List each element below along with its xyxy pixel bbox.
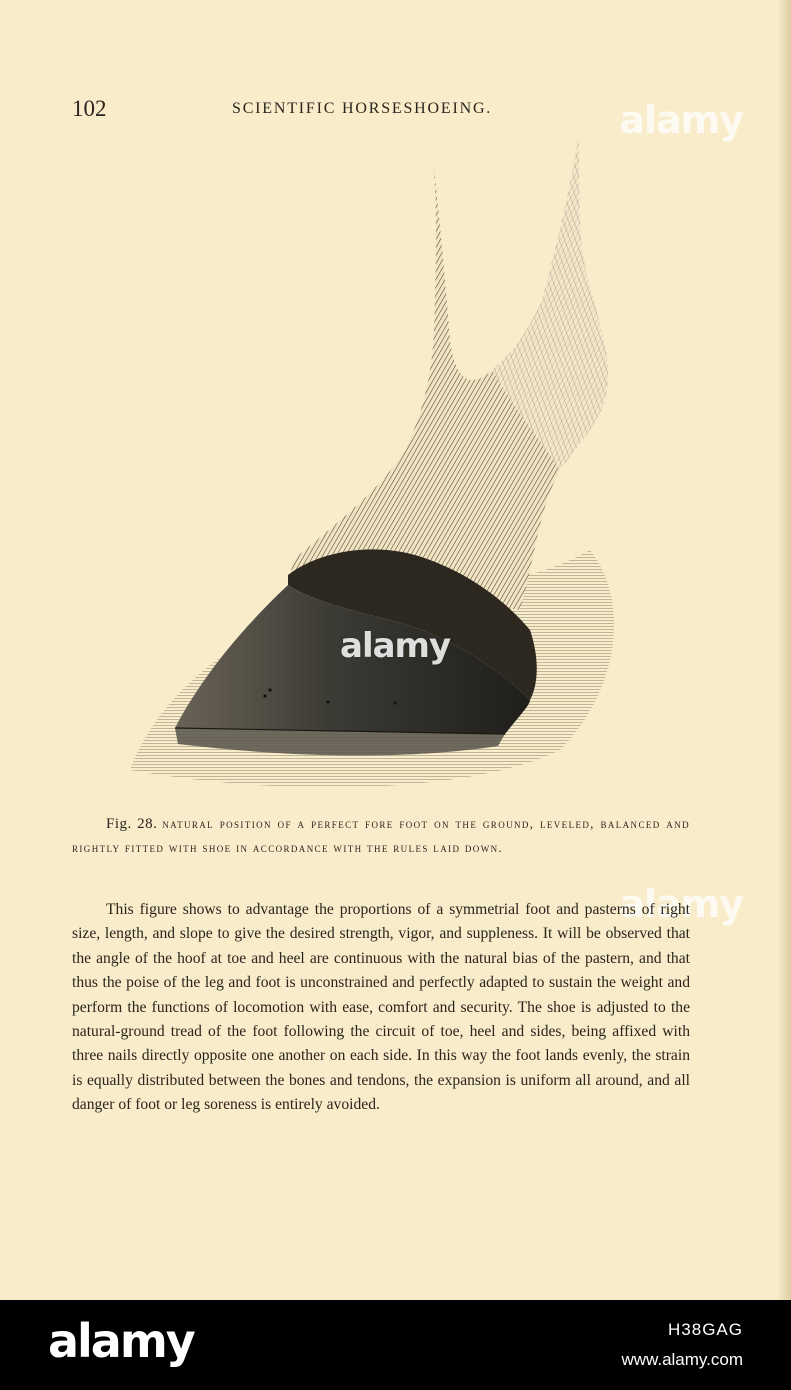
hoof-engraving-icon: [120, 130, 640, 800]
watermark-center: alamy: [340, 626, 451, 666]
hoof-illustration: [120, 130, 640, 800]
image-id: H38GAG: [668, 1320, 743, 1339]
running-title: SCIENTIFIC HORSESHOEING.: [232, 100, 493, 117]
footer-logo: alamy: [48, 1314, 194, 1368]
figure-caption-text: natural position of a perfect fore foot on the ground, leveled, balanced and rightly fitted with shoe in accordance with the rules laid down.: [72, 817, 690, 855]
footer-bar: [0, 1300, 791, 1390]
figure-label: Fig. 28.: [106, 816, 158, 832]
watermark-top: alamy: [619, 98, 743, 142]
footer-url[interactable]: www.alamy.com: [621, 1350, 743, 1369]
body-paragraph: This figure shows to advantage the proportions of a symmetrial foot and pasterns of right size, length, and slope to give the desired strength, vigor, and suppleness. It will be observed that the angle of the hoof at toe and heel are continuous with the natural bias of the pastern, and that thus the poise of the leg and foot is unconstrained and perfectly adapted to sustain the weight and perform the functions of locomotion with ease, comfort and security. The shoe is adjusted to the natural-ground tread of the foot following the circuit of toe, heel and sides, being affixed with three nails directly opposite one another on each side. In this way the foot lands evenly, the strain is equally distributed between the bones and tendons, the expansion is uniform all around, and all danger of foot or leg soreness is entirely avoided.: [72, 901, 690, 1114]
page-number: 102: [72, 96, 107, 121]
figure-caption: [72, 812, 690, 860]
page-edge-shadow: [777, 0, 791, 1300]
watermark-right: alamy: [619, 882, 743, 926]
